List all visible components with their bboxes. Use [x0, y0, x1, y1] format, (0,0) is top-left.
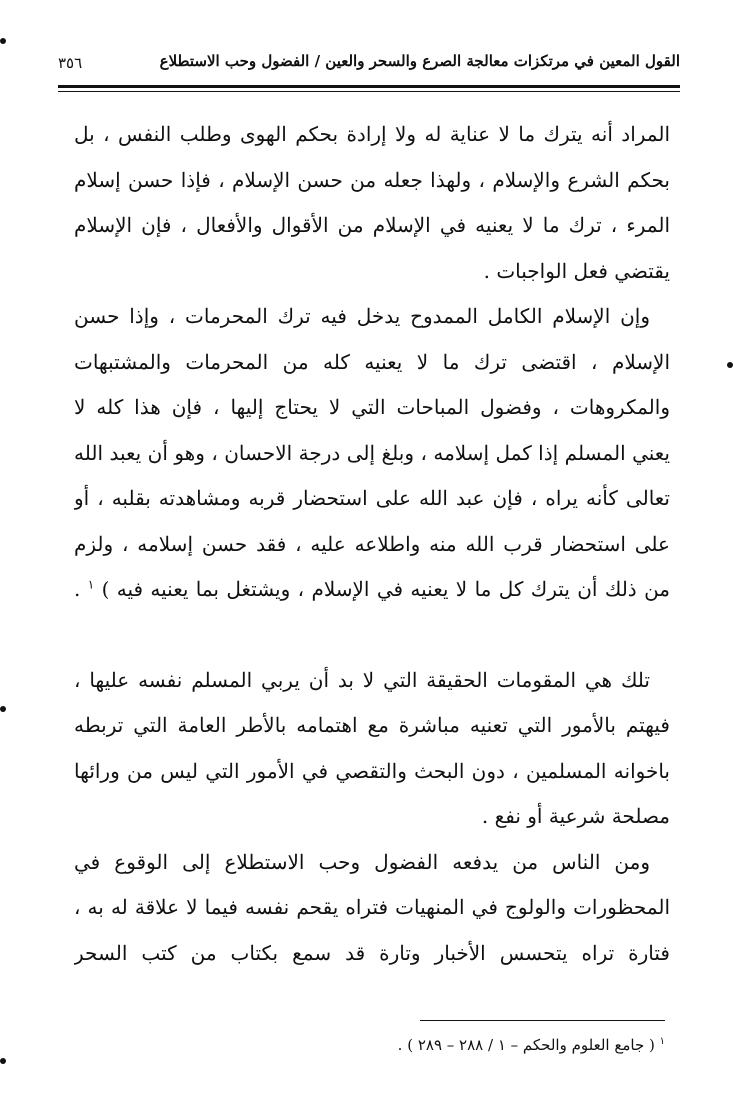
text-line: والمكروهات ، وفضول المباحات التي لا يحتاج إليها ، فإن هذا كله لا	[74, 395, 670, 419]
text-line: بحكم الشرع والإسلام ، ولهذا جعله من حسن الإسلام ، فإذا حسن إسلام	[74, 167, 670, 192]
paragraph-3	[74, 658, 670, 840]
text-line: وإن الإسلام الكامل الممدوح يدخل فيه ترك المحرمات ، وإذا حسن	[74, 304, 650, 328]
footnote-reference[interactable]: ١	[87, 577, 95, 592]
body-text	[74, 112, 670, 976]
paragraph-1	[74, 112, 670, 294]
running-title: القول المعين في مرتكزات معالجة الصرع والسحر والعين / الفضول وحب الاستطلاع	[159, 52, 680, 70]
page-number: ٣٥٦	[58, 54, 83, 72]
scan-mark	[727, 362, 733, 368]
text-line: يعني المسلم إذا كمل إسلامه ، وبلغ إلى درجة الاحسان ، وهو أن يعبد الله	[74, 440, 670, 465]
text-line: المحظورات والولوج في المنهيات فتراه يقحم نفسه فيما لا علاقة له به ،	[74, 895, 670, 919]
header-rule-thick	[58, 85, 680, 88]
page-header	[58, 52, 680, 80]
text-line: المراد أنه يترك ما لا عناية له ولا إرادة بحكم الهوى وطلب النفس ، بل	[74, 122, 670, 146]
footnote	[398, 1036, 665, 1054]
paragraph-gap	[74, 613, 670, 658]
text-line: من ذلك أن يترك كل ما لا يعنيه في الإسلام ، ويشتغل بما يعنيه فيه )	[101, 577, 670, 601]
text-line: فتارة تراه يتحسس الأخبار وتارة قد سمع بكتاب من كتب السحر	[74, 940, 670, 965]
text-line: باخوانه المسلمين ، دون البحث والتقصي في الأمور التي ليس من ورائها	[74, 758, 670, 783]
scan-mark	[0, 38, 6, 44]
text-line: تلك هي المقومات الحقيقة التي لا بد أن يربي المسلم نفسه عليها ،	[74, 667, 650, 692]
paragraph-4	[74, 840, 670, 977]
text-line: مصلحة شرعية أو نفع .	[481, 804, 670, 828]
end-mark: .	[74, 577, 81, 601]
footnote-rule	[420, 1020, 665, 1021]
footnote-text: ( جامع العلوم والحكم – ١ / ٢٨٨ – ٢٨٩ ) .	[397, 1036, 655, 1054]
text-line: المرء ، ترك ما لا يعنيه في الإسلام من الأقوال والأفعال ، فإن الإسلام	[74, 213, 670, 237]
scan-mark	[0, 706, 6, 712]
text-line: يقتضي فعل الواجبات .	[483, 258, 670, 283]
text-line: فيهتم بالأمور التي تعنيه مباشرة مع اهتمامه بالأطر العامة التي تربطه	[74, 713, 670, 737]
footnote-number: ١	[659, 1036, 665, 1047]
text-line: ومن الناس من يدفعه الفضول وحب الاستطلاع إلى الوقوع في	[74, 849, 650, 874]
text-line: الإسلام ، اقتضى ترك ما لا يعنيه كله من المحرمات والمشتبهات	[74, 349, 670, 374]
text-line: تعالى كأنه يراه ، فإن عبد الله على استحضار قربه ومشاهدته بقلبه ، أو	[74, 486, 670, 510]
text-line: على استحضار قرب الله منه واطلاعه عليه ، فقد حسن إسلامه ، ولزم	[74, 531, 670, 556]
scan-mark	[0, 1058, 6, 1064]
paragraph-2	[74, 294, 670, 613]
header-rule-thin	[58, 91, 680, 92]
quote-end-line	[74, 567, 670, 613]
